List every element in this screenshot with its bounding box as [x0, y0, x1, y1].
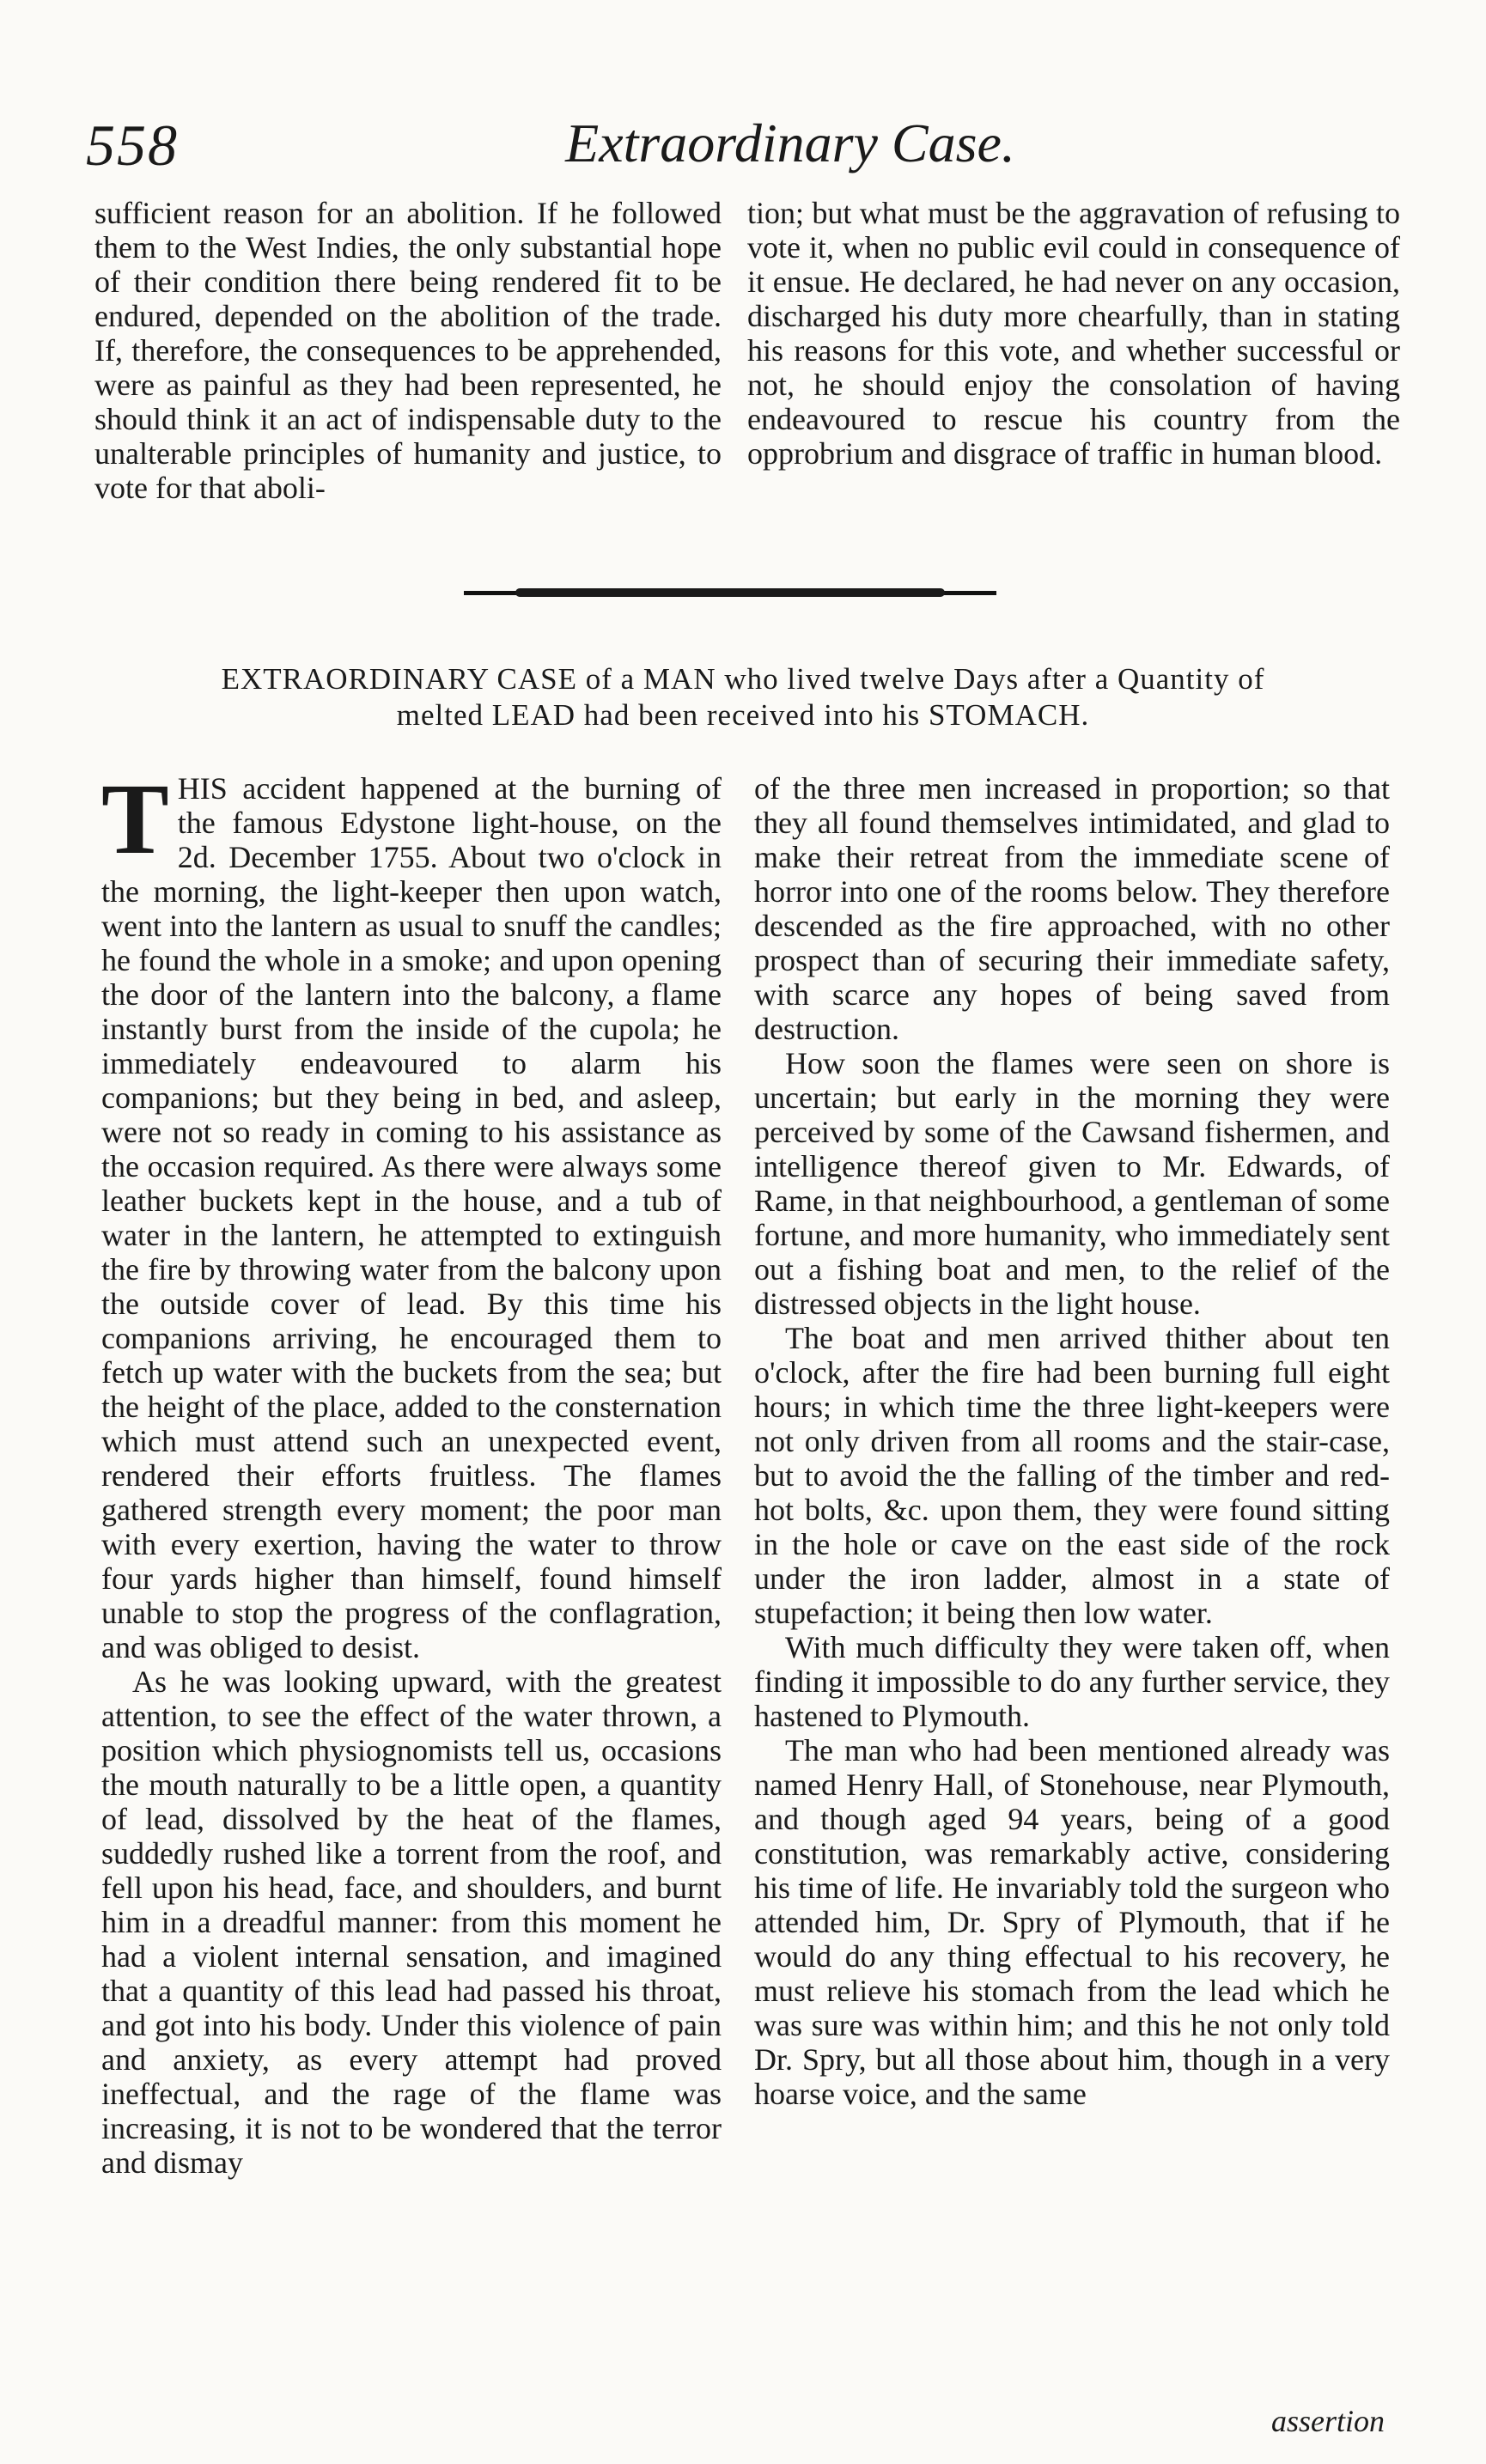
headline-line-2: melted LEAD had been received into his STOMACH. — [396, 698, 1090, 732]
article-paragraph: As he was looking upward, with the greatest attention, to see the effect of the water thrown, a position which physiognomists tell us, occasions the mouth naturally to be a little open, a quantity of lead, dissolved by the heat of the flames, suddedly rushed like a torrent from the roof, and fell upon his head, face, and shoulders, and burnt him in a dreadful manner: from this moment he had a violent internal sensation, and imagined that a quantity of this lead had passed his throat, and got into his body. Under this violence of pain and anxiety, as every attempt had proved ineffectual, and the rage of the flame was increasing, it is not to be wondered that the terror and dismay — [101, 1664, 722, 2180]
article-paragraph: How soon the flames were seen on shore is uncertain; but early in the morning they were perceived by some of the Cawsand fishermen, and intelligence thereof given to Mr. Edwards, of Rame, in that neighbourhood, a gentleman of some fortune, and more humanity, who immediately sent out a fishing boat and men, to the relief of the distressed objects in the light house. — [754, 1046, 1390, 1321]
article-right-column — [754, 771, 1390, 2420]
top-left-paragraph: sufficient reason for an abolition. If he followed them to the West Indies, the only substantial hope of their condition there being rendered fit to be endured, depended on the abolition of the trade. If, therefore, the consequences to be apprehended, were as painful as they had been represented, he should think it an act of indispensable duty to the unalterable principles of humanity and justice, to vote for that aboli- — [94, 196, 722, 505]
catchword: assertion — [1271, 2404, 1386, 2438]
top-right-column — [747, 196, 1400, 574]
top-right-paragraph: tion; but what must be the aggravation of refusing to vote it, when no public evil could in consequence of it ensue. He declared, he had never on any occasion, discharged his duty more chearfully, than in stating his reasons for this vote, and whether successful or not, he should enjoy the consolation of having endeavoured to rescue his country from the opprobrium and disgrace of traffic in human blood. — [747, 196, 1400, 471]
headline-line-1: EXTRAORDINARY CASE of a MAN who lived twelve Days after a Quantity of — [221, 662, 1265, 696]
running-head — [86, 77, 1400, 180]
article-left-column — [101, 763, 722, 2420]
running-title: Extraordinary Case. — [565, 113, 1015, 173]
article-headline — [94, 661, 1392, 733]
article-paragraph: With much difficulty they were taken off, when finding it impossible to do any further service, they hastened to Plymouth. — [754, 1630, 1390, 1733]
article-paragraph: of the three men increased in proportion; so that they all found themselves intimidated, and glad to make their retreat from the immediate scene of horror into one of the rooms below. They therefore descended as the fire approached, with no other prospect than of securing their immediate safety, with scarce any hopes of being saved from destruction. — [754, 771, 1390, 1046]
section-divider-rule — [464, 587, 996, 599]
drop-cap: T — [101, 763, 169, 875]
page-number: 558 — [86, 113, 179, 178]
article-paragraph: The boat and men arrived thither about ten o'clock, after the fire had been burning full eight hours; in which time the three light-keepers were not only driven from all rooms and the stair-case, but to avoid the the falling of the timber and red-hot bolts, &c. upon them, they were found sitting in the hole or cave on the east side of the rock under the iron ladder, almost in a state of stupefaction; it being then low water. — [754, 1321, 1390, 1630]
article-paragraph — [101, 763, 722, 1664]
article-paragraph-text: HIS accident happened at the burning of the famous Edystone light-house, on the 2d. December 1755. About two o'clock in the morning, the light-keeper then upon watch, went into the lantern as usual to snuff the candles; he found the whole in a smoke; and upon opening the door of the lantern into the balcony, a flame instantly burst from the inside of the cupola; he immediately endeavoured to alarm his companions; but they being in bed, and asleep, were not so ready in coming to his assistance as the occasion required. As there were always some leather buckets kept in the house, and a tub of water in the lantern, he attempted to extinguish the fire by throwing water from the balcony upon the outside cover of lead. By this time his companions arriving, he encouraged them to fetch up water with the buckets from the sea; but the height of the place, added to the consternation which must attend such an unexpected event, rendered their efforts fruitless. The flames gathered strength every moment; the poor man with every exertion, having the water to throw four yards higher than himself, found himself unable to stop the progress of the conflagration, and was obliged to desist. — [101, 771, 722, 1664]
article-paragraph: The man who had been mentioned already was named Henry Hall, of Stonehouse, near Plymouth, and though aged 94 years, being of a good constitution, was remarkably active, considering his time of life. He invariably told the surgeon who attended him, Dr. Spry of Plymouth, that if he would do any thing effectual to his recovery, he must relieve his stomach from the lead which he was sure was within him; and this he not only told Dr. Spry, but all those about him, though in a very hoarse voice, and the same — [754, 1733, 1390, 2111]
top-left-column — [94, 196, 722, 574]
